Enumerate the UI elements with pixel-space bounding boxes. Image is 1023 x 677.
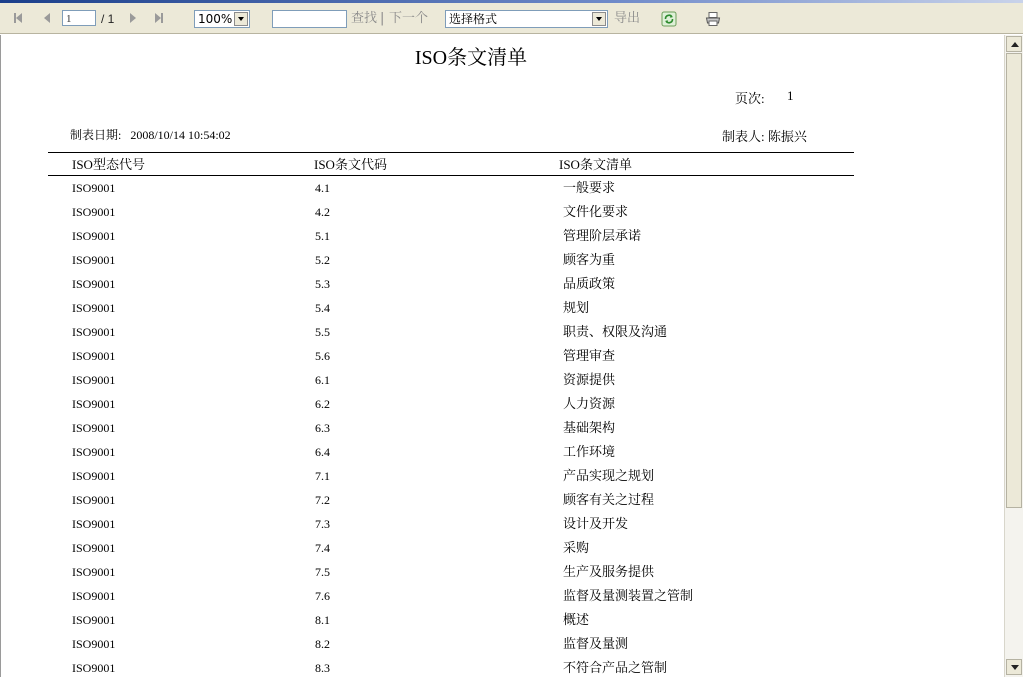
table-row — [1, 660, 941, 677]
cell-iso-type: ISO9001 — [72, 397, 116, 411]
table-row — [1, 444, 941, 468]
cell-iso-type: ISO9001 — [72, 325, 116, 339]
table-row — [1, 348, 941, 372]
scroll-down-icon[interactable] — [1006, 659, 1022, 675]
table-row — [1, 324, 941, 348]
cell-clause-code: 6.2 — [315, 397, 330, 411]
export-button[interactable]: 导出 — [614, 11, 641, 26]
cell-clause-code: 4.1 — [315, 181, 330, 195]
table-row — [1, 252, 941, 276]
cell-clause-code: 5.3 — [315, 277, 330, 291]
report-date: 制表日期: 2008/10/14 10:54:02 — [70, 128, 231, 142]
cell-iso-type: ISO9001 — [72, 181, 116, 195]
table-row — [1, 612, 941, 636]
cell-clause-code: 7.5 — [315, 565, 330, 579]
next-page-icon[interactable] — [126, 11, 140, 25]
cell-iso-type: ISO9001 — [72, 349, 116, 363]
cell-clause-code: 6.4 — [315, 445, 330, 459]
cell-clause-name: 设计及开发 — [563, 516, 629, 531]
cell-clause-name: 采购 — [563, 540, 590, 555]
table-row — [1, 372, 941, 396]
find-button[interactable]: 查找 — [351, 11, 378, 26]
print-icon[interactable] — [705, 11, 721, 27]
page-total: / 1 — [101, 12, 115, 26]
export-format-value: 选择格式 — [449, 12, 498, 26]
chevron-down-icon[interactable] — [592, 12, 606, 26]
cell-clause-name: 规划 — [563, 300, 590, 315]
cell-iso-type: ISO9001 — [72, 229, 116, 243]
scrollbar-thumb[interactable] — [1006, 53, 1022, 508]
cell-clause-name: 产品实现之规划 — [563, 468, 655, 483]
cell-clause-name: 工作环境 — [563, 444, 616, 459]
cell-clause-code: 7.6 — [315, 589, 330, 603]
table-row — [1, 396, 941, 420]
cell-clause-name: 不符合产品之管制 — [563, 660, 668, 675]
cell-clause-code: 7.1 — [315, 469, 330, 483]
cell-iso-type: ISO9001 — [72, 661, 116, 675]
cell-iso-type: ISO9001 — [72, 301, 116, 315]
zoom-value: 100% — [198, 12, 233, 26]
chevron-down-icon[interactable] — [234, 12, 248, 26]
table-row — [1, 636, 941, 660]
cell-clause-name: 管理阶层承诺 — [563, 228, 642, 243]
refresh-icon[interactable] — [661, 11, 677, 27]
cell-iso-type: ISO9001 — [72, 373, 116, 387]
cell-clause-code: 7.4 — [315, 541, 330, 555]
cell-clause-name: 基础架构 — [563, 420, 616, 435]
cell-clause-name: 一般要求 — [563, 180, 616, 195]
cell-iso-type: ISO9001 — [72, 565, 116, 579]
report-page — [0, 35, 1004, 677]
cell-clause-code: 8.3 — [315, 661, 330, 675]
table-row — [1, 276, 941, 300]
cell-clause-name: 管理审查 — [563, 348, 616, 363]
cell-clause-name: 品质政策 — [563, 276, 616, 291]
cell-iso-type: ISO9001 — [72, 205, 116, 219]
column-header-clause-list: ISO条文清单 — [559, 157, 632, 172]
cell-iso-type: ISO9001 — [72, 589, 116, 603]
table-row — [1, 228, 941, 252]
table-row — [1, 180, 941, 204]
cell-iso-type: ISO9001 — [72, 493, 116, 507]
cell-clause-code: 5.6 — [315, 349, 330, 363]
column-header-clause-code: ISO条文代码 — [314, 157, 387, 172]
last-page-icon[interactable] — [152, 11, 166, 25]
cell-clause-code: 6.3 — [315, 421, 330, 435]
table-row — [1, 492, 941, 516]
find-text-input[interactable] — [272, 10, 347, 28]
table-row — [1, 204, 941, 228]
cell-clause-code: 4.2 — [315, 205, 330, 219]
vertical-scrollbar[interactable] — [1004, 35, 1023, 677]
cell-iso-type: ISO9001 — [72, 421, 116, 435]
cell-iso-type: ISO9001 — [72, 253, 116, 267]
table-row — [1, 588, 941, 612]
page-number-input[interactable]: 1 — [62, 10, 96, 26]
table-row — [1, 420, 941, 444]
cell-clause-code: 6.1 — [315, 373, 330, 387]
cell-clause-code: 5.4 — [315, 301, 330, 315]
cell-clause-code: 7.3 — [315, 517, 330, 531]
scroll-up-icon[interactable] — [1006, 36, 1022, 52]
table-row — [1, 564, 941, 588]
previous-page-icon[interactable] — [40, 11, 54, 25]
cell-clause-name: 监督及量测装置之管制 — [563, 588, 694, 603]
report-maker: 制表人: 陈振兴 — [722, 129, 807, 144]
cell-iso-type: ISO9001 — [72, 613, 116, 627]
cell-clause-name: 监督及量测 — [563, 636, 629, 651]
cell-iso-type: ISO9001 — [72, 541, 116, 555]
cell-clause-code: 5.1 — [315, 229, 330, 243]
find-next-button[interactable]: 下一个 — [389, 11, 429, 26]
header-bottom-rule — [48, 175, 854, 176]
header-top-rule — [48, 152, 854, 153]
cell-clause-name: 人力资源 — [563, 396, 616, 411]
cell-iso-type: ISO9001 — [72, 469, 116, 483]
table-row — [1, 468, 941, 492]
cell-clause-code: 5.5 — [315, 325, 330, 339]
cell-iso-type: ISO9001 — [72, 277, 116, 291]
cell-clause-name: 文件化要求 — [563, 204, 629, 219]
cell-iso-type: ISO9001 — [72, 517, 116, 531]
column-header-iso-type: ISO型态代号 — [72, 157, 145, 172]
export-format-select[interactable] — [445, 10, 608, 28]
report-title: ISO条文清单 — [414, 47, 528, 69]
zoom-select[interactable] — [194, 10, 250, 28]
cell-clause-code: 8.1 — [315, 613, 330, 627]
cell-clause-name: 生产及服务提供 — [563, 564, 655, 579]
table-row — [1, 540, 941, 564]
page-value: 1 — [787, 88, 794, 103]
report-toolbar — [0, 3, 1023, 34]
first-page-icon[interactable] — [11, 11, 25, 25]
cell-clause-code: 7.2 — [315, 493, 330, 507]
cell-clause-code: 5.2 — [315, 253, 330, 267]
toolbar-separator: | — [380, 11, 385, 26]
cell-clause-name: 概述 — [563, 612, 590, 627]
cell-clause-name: 资源提供 — [563, 372, 616, 387]
cell-iso-type: ISO9001 — [72, 637, 116, 651]
cell-clause-name: 顾客有关之过程 — [563, 492, 655, 507]
page-label: 页次: — [735, 91, 765, 106]
table-row — [1, 300, 941, 324]
table-row — [1, 516, 941, 540]
cell-clause-name: 职责、权限及沟通 — [563, 324, 668, 339]
cell-clause-name: 顾客为重 — [563, 252, 616, 267]
cell-iso-type: ISO9001 — [72, 445, 116, 459]
cell-clause-code: 8.2 — [315, 637, 330, 651]
